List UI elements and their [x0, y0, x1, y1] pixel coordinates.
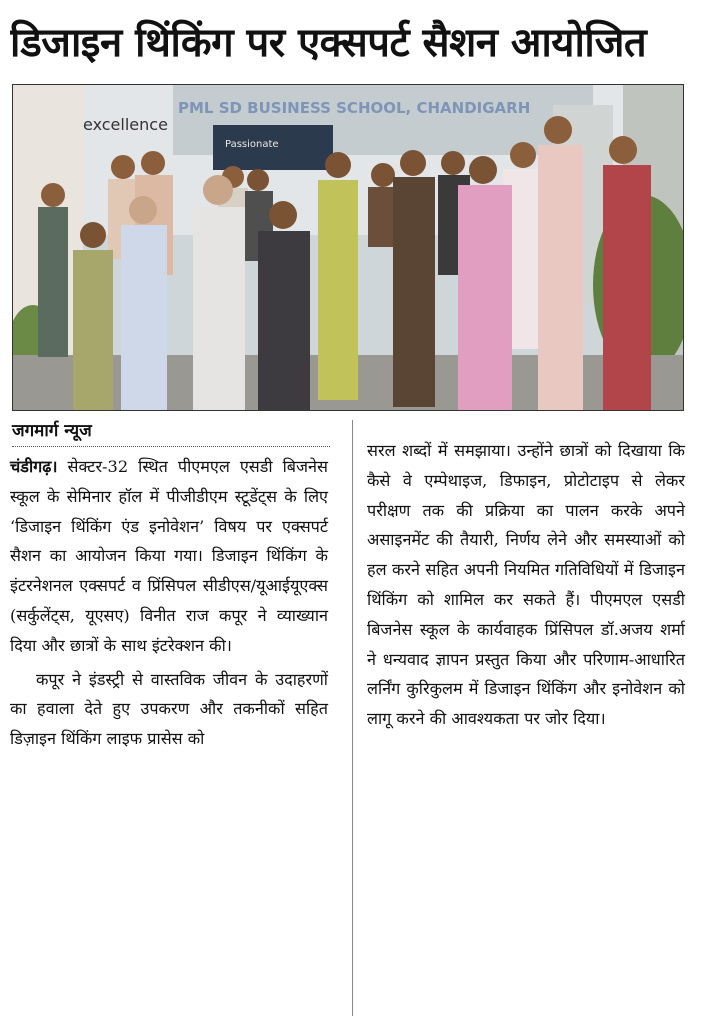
- paragraph-2-start: कपूर ने इंडस्ट्री से वास्तविक जीवन के उदाहरणों का हवाला देते हुए उपकरण और तकनीकों सहित डिज़ाइन थिंकिंग लाइफ प्रासेस को: [10, 669, 328, 749]
- article-column-left: [10, 452, 328, 754]
- wall-word: excellence: [83, 115, 168, 134]
- paragraph-2-end: सरल शब्दों में समझाया। उन्होंने छात्रों को दिखाया कि कैसे वे एम्पेथाइज, डिफाइन, प्रोटोटाइप से लेकर परीक्षण तक की प्रक्रिया का पालन करके अपने असाइनमेंट की तैयारी, निर्णय लेने और समस्याओं को हल करने सहित अपनी नियमित गतिविधियों में डिजाइन थिंकिंग को शामिल कर सकते हैं। पीएमएल एसडी बिजनेस स्कूल के कार्यवाहक प्रिंसिपल डॉ.अजय शर्मा ने धन्यवाद ज्ञापन प्रस्तुत किया और परिणाम-आधारित लर्निंग कुरिकुलम में डिजाइन थिंकिंग और इनोवेशन को लागू करने की आवश्यकता पर जोर दिया।: [367, 441, 685, 729]
- article-column-right: [367, 436, 685, 734]
- byline: जगमार्ग न्यूज: [12, 416, 330, 447]
- school-signage: PML SD BUSINESS SCHOOL, CHANDIGARH: [178, 99, 531, 117]
- dateline: चंडीगढ़।: [10, 457, 58, 476]
- paragraph-1-text: सेक्टर-32 स्थित पीएमएल एसडी बिजनेस स्कूल के सेमिनार हॉल में पीजीडीएम स्टूडेंट्स के लिए ‘डिजाइन थिंकिंग एंड इनोवेशन’ विषय पर एक्सपर्ट सैशन का आयोजन किया गया। डिजाइन थिंकिंग के इंटरनेशनल एक्सपर्ट व प्रिंसिपल सीडीएस/यूआईयूएक्स (सर्कुलेंट्स, यूएसए) विनीत राज कपूर ने व्याख्यान दिया और छात्रों के साथ इंटरेक्शन की।: [10, 457, 328, 655]
- paragraph-1: [10, 452, 328, 661]
- poster-text: Passionate: [225, 139, 279, 150]
- group-photo: [12, 84, 684, 411]
- column-divider: [352, 420, 353, 1016]
- headline: डिजाइन थिंकिंग पर एक्सपर्ट सैशन आयोजित: [10, 20, 647, 66]
